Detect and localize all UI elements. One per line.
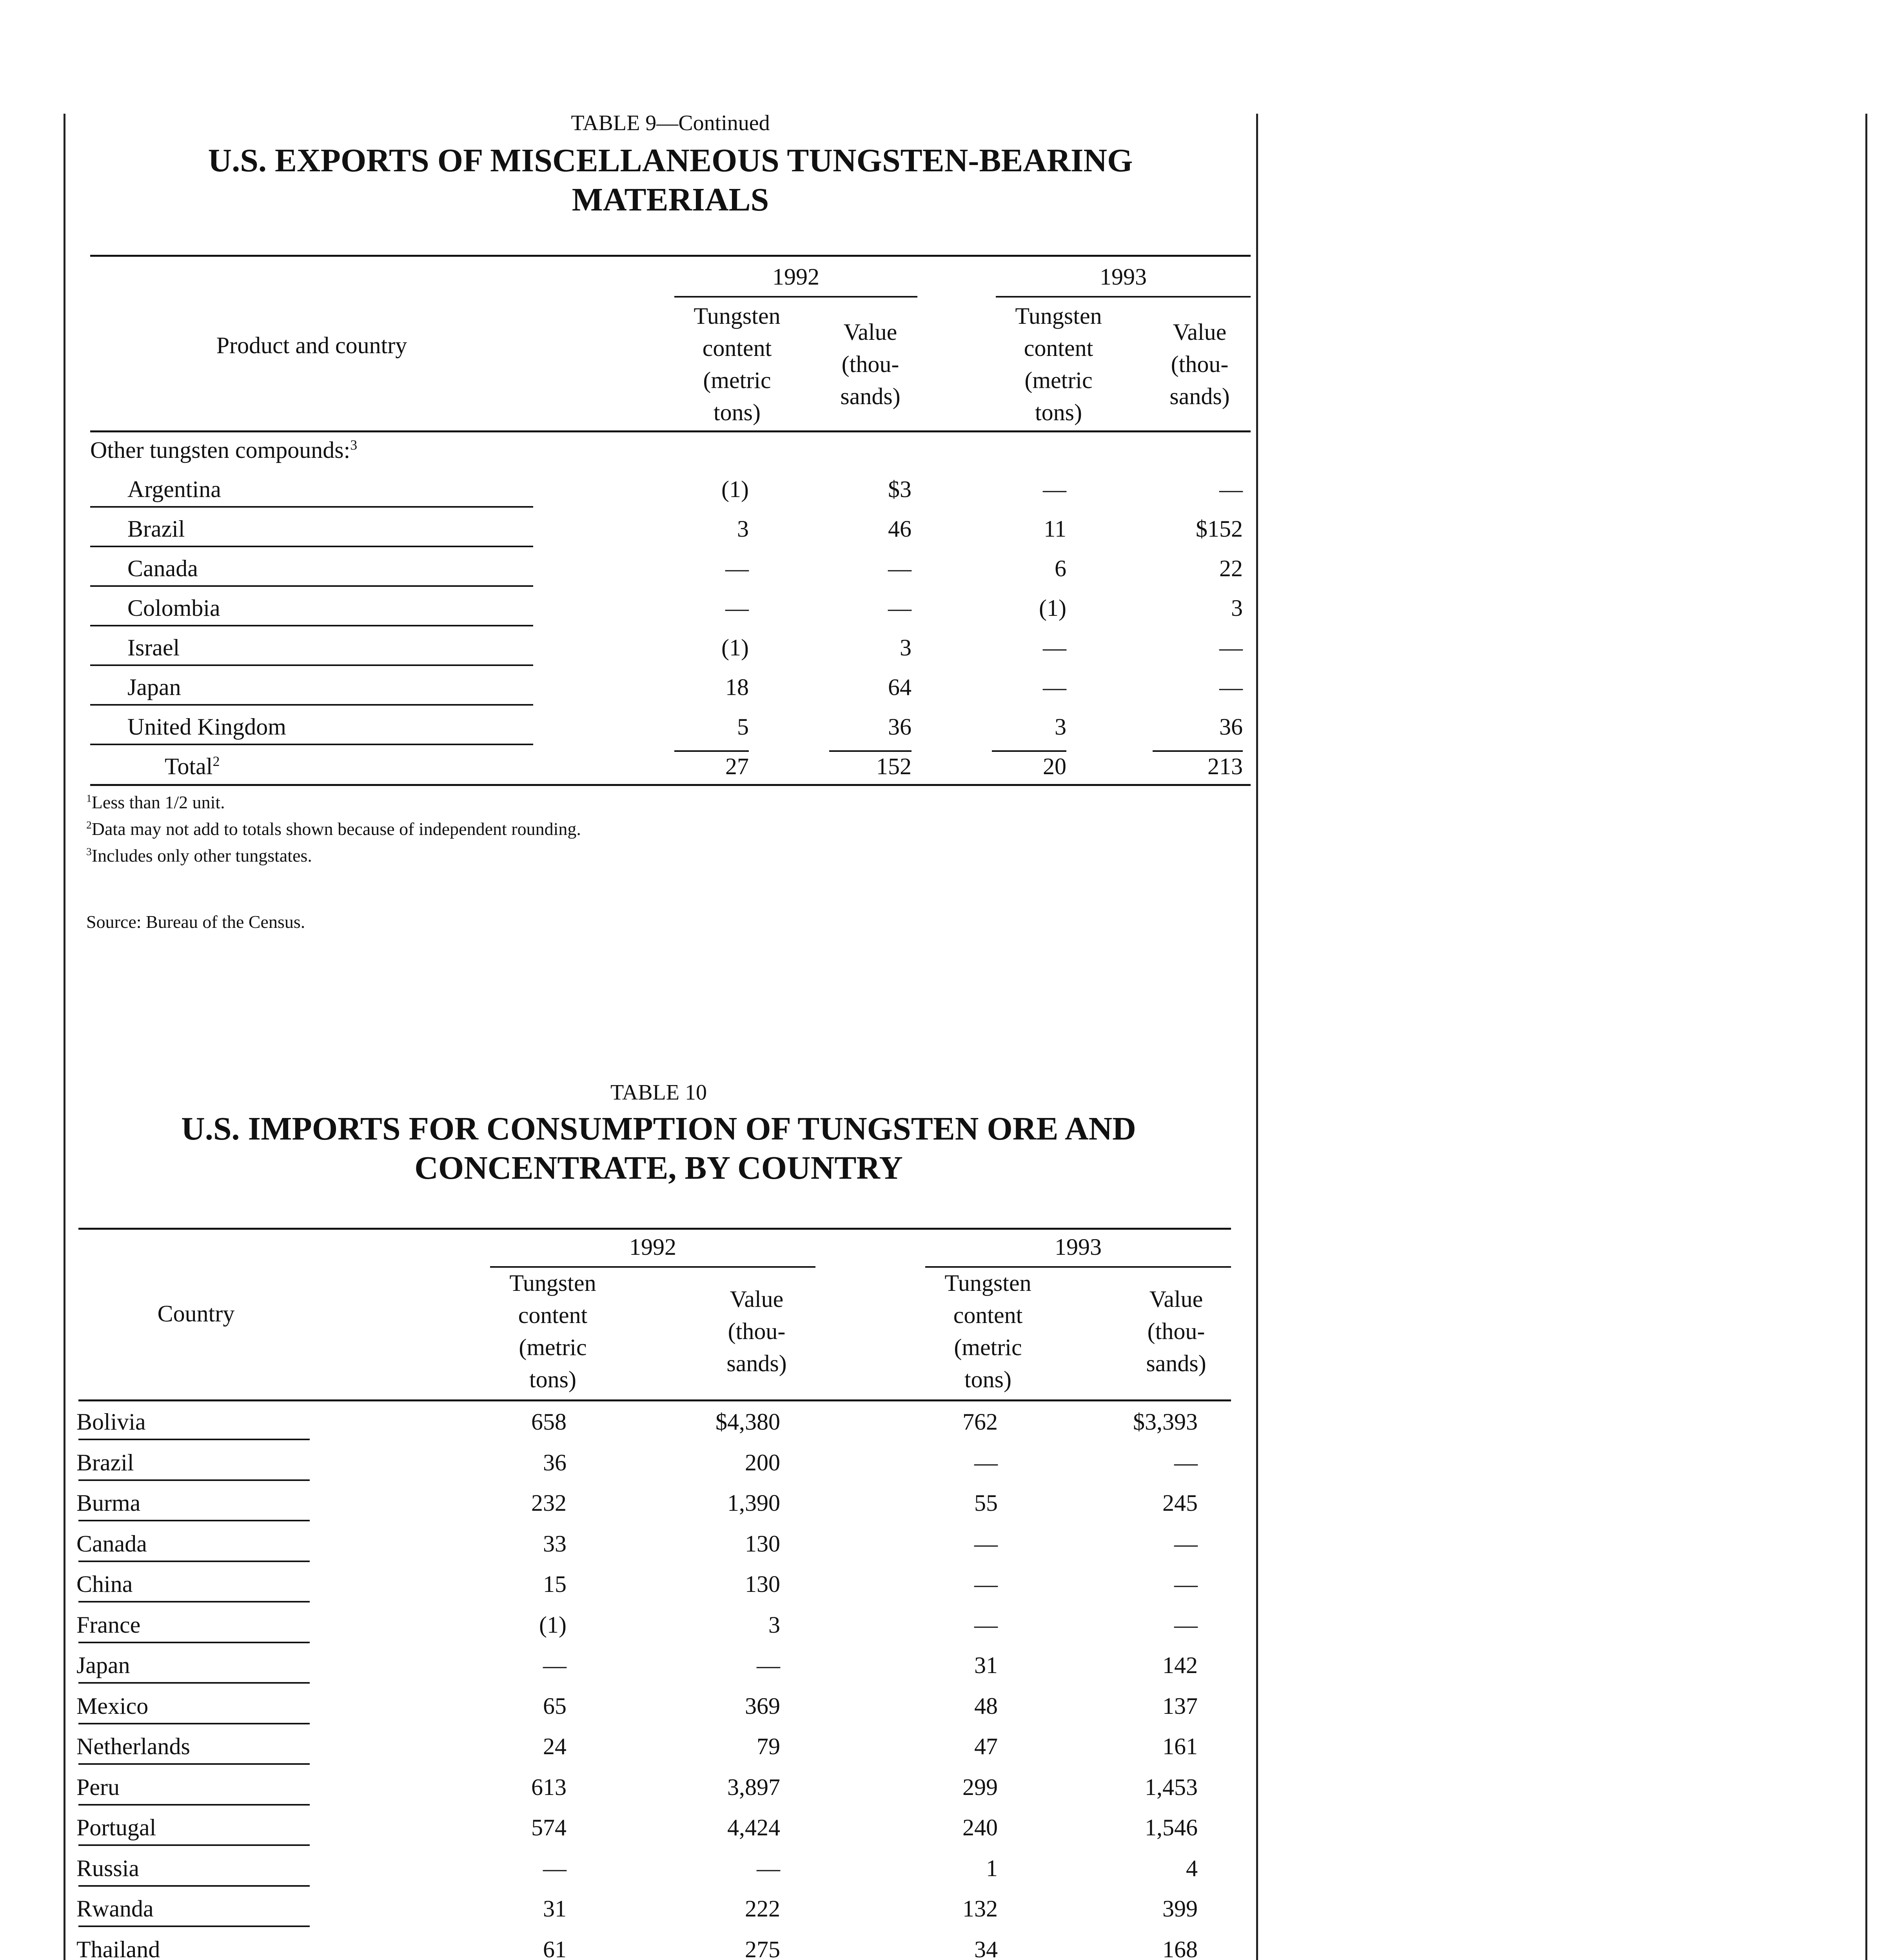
header-line: (thou- [728, 1318, 786, 1344]
table-10-title-line-2: CONCENTRATE, BY COUNTRY [414, 1150, 903, 1186]
header-line: (metric [519, 1334, 587, 1360]
row-rule [78, 1682, 310, 1684]
header-line: content [518, 1302, 588, 1328]
country-cell: Israel [127, 635, 180, 661]
row-rule [78, 1479, 310, 1481]
tungsten-1992-cell: 3 [737, 516, 749, 542]
footnote [86, 792, 225, 813]
value-1993-cell: — [1174, 1571, 1198, 1597]
header-line: sands) [840, 383, 901, 409]
value-1992-cell: 130 [745, 1571, 780, 1597]
tungsten-1992-cell: 613 [531, 1774, 567, 1800]
header-line: Tungsten [944, 1270, 1031, 1296]
footnote-number: 2 [86, 818, 92, 831]
tungsten-1993-cell: 3 [1055, 714, 1066, 740]
header-line: content [953, 1302, 1023, 1328]
table-9-year-1993: 1993 [1100, 264, 1147, 290]
table-10-year-1992: 1992 [629, 1234, 676, 1260]
header-line: Value [843, 319, 897, 345]
total-label-text: Total [165, 753, 213, 779]
total-value-1992-cell: 152 [876, 753, 912, 779]
table-9-stub-header: Product and country [216, 332, 407, 358]
country-cell: United Kingdom [127, 714, 286, 740]
value-1993-cell: 1,546 [1145, 1815, 1198, 1840]
footnote-text: Less than 1/2 unit. [91, 792, 225, 812]
value-1993-cell: — [1219, 476, 1243, 502]
header-line: tons) [964, 1367, 1011, 1392]
table-9-title-line-1: U.S. EXPORTS OF MISCELLANEOUS TUNGSTEN-BEARING [208, 142, 1133, 179]
row-rule [78, 1763, 310, 1765]
row-rule [78, 1439, 310, 1440]
table-10-top-rule [78, 1228, 1231, 1230]
country-cell: Brazil [76, 1449, 134, 1475]
row-rule [90, 625, 533, 626]
tungsten-1992-cell: 33 [543, 1530, 567, 1557]
value-1992-cell: 275 [745, 1936, 780, 1960]
tungsten-1993-cell: 34 [974, 1936, 998, 1960]
header-line: (thou- [841, 351, 899, 377]
value-1993-cell: — [1174, 1449, 1198, 1475]
value-1992-cell: $3 [888, 476, 912, 502]
value-1993-cell: 142 [1162, 1652, 1198, 1678]
footnote-number: 3 [86, 845, 92, 858]
value-1992-cell: — [888, 555, 912, 581]
tungsten-1992-cell: (1) [539, 1612, 567, 1638]
value-1993-cell: 22 [1219, 555, 1243, 581]
header-line: Value [1173, 319, 1227, 345]
table-10-title-line-1: U.S. IMPORTS FOR CONSUMPTION OF TUNGSTEN ORE AND [181, 1111, 1136, 1147]
total-cell-rule [674, 750, 749, 752]
total-cell-rule [992, 750, 1066, 752]
tungsten-1992-cell: 24 [543, 1733, 567, 1759]
total-value-1993-cell: 213 [1208, 753, 1243, 779]
country-cell: Russia [76, 1855, 140, 1881]
total-cell-rule [829, 750, 912, 752]
section-label-text: Other tungsten compounds: [90, 437, 350, 463]
tungsten-1993-cell: 31 [974, 1652, 998, 1678]
header-line: (thou- [1171, 351, 1229, 377]
country-cell: Rwanda [76, 1896, 154, 1922]
header-line: (metric [954, 1334, 1022, 1360]
header-line: tons) [714, 399, 761, 425]
value-1992-cell: 79 [757, 1733, 780, 1759]
tungsten-1992-cell: 65 [543, 1693, 567, 1719]
total-tungsten-1992-cell: 27 [725, 753, 749, 779]
country-cell: France [76, 1612, 141, 1638]
row-rule [90, 744, 533, 745]
value-1993-cell: 3 [1231, 595, 1243, 621]
row-rule [90, 506, 533, 508]
value-1993-cell: 36 [1219, 714, 1243, 740]
tungsten-1992-cell: 15 [543, 1571, 567, 1597]
right-border-line [1865, 114, 1867, 1960]
footnote-text: Includes only other tungstates. [91, 846, 312, 866]
header-line: tons) [1035, 399, 1082, 425]
value-1992-cell: 4,424 [727, 1815, 780, 1840]
country-cell: Brazil [127, 516, 185, 542]
country-cell: Netherlands [76, 1733, 190, 1759]
tungsten-1993-cell: 6 [1055, 555, 1066, 581]
value-1992-cell: 3 [900, 635, 912, 661]
row-rule [78, 1844, 310, 1846]
tungsten-1993-cell: — [974, 1612, 998, 1638]
value-1993-cell: 4 [1186, 1855, 1198, 1881]
header-line: tons) [529, 1367, 576, 1392]
table-9-header-rule [90, 430, 1251, 432]
tungsten-1993-cell: — [1043, 476, 1066, 502]
tungsten-1992-cell: 658 [531, 1409, 567, 1435]
left-border-line [64, 114, 65, 1960]
header-line: sands) [1169, 383, 1230, 409]
country-cell: Mexico [76, 1693, 149, 1719]
table-9-top-rule [90, 255, 1251, 257]
row-rule [78, 1723, 310, 1724]
row-rule [78, 1520, 310, 1521]
value-1992-cell: 1,390 [727, 1490, 780, 1516]
tungsten-1993-cell: 11 [1044, 516, 1066, 542]
table-bottom-rule [90, 784, 1251, 786]
value-1993-cell: 137 [1162, 1693, 1198, 1719]
table-9-caption: TABLE 9—Continued [571, 111, 770, 135]
total-cell-rule [1153, 750, 1243, 752]
value-1992-cell: — [888, 595, 912, 621]
value-1993-cell: 1,453 [1145, 1774, 1198, 1800]
tungsten-1992-cell: — [543, 1652, 567, 1678]
footnote [86, 845, 312, 866]
tungsten-1992-cell: — [543, 1855, 567, 1881]
table-9-title-line-2: MATERIALS [572, 181, 769, 218]
value-1993-cell: 161 [1162, 1733, 1198, 1759]
center-column-line [1256, 114, 1258, 1960]
footnote-ref: 3 [350, 437, 358, 453]
header-line: sands) [726, 1350, 787, 1376]
value-1992-cell: 36 [888, 714, 912, 740]
country-cell: Canada [127, 555, 198, 581]
value-1992-cell: 3,897 [727, 1774, 780, 1800]
value-1992-cell: 130 [745, 1530, 780, 1557]
header-line: (thou- [1147, 1318, 1205, 1344]
tungsten-1992-cell: (1) [721, 476, 749, 502]
value-1992-cell: — [757, 1855, 780, 1881]
value-1992-cell: 64 [888, 674, 912, 700]
table-10-caption: TABLE 10 [610, 1080, 707, 1105]
tungsten-1992-cell: 18 [725, 674, 749, 700]
tungsten-1993-cell: — [1043, 674, 1066, 700]
header-line: (metric [703, 367, 771, 393]
value-1993-cell: — [1219, 635, 1243, 661]
row-rule [78, 1926, 310, 1927]
table-10-header-rule [78, 1399, 1231, 1401]
tungsten-1993-cell: 132 [962, 1896, 998, 1922]
table-10-stub-header: Country [157, 1301, 235, 1327]
country-cell: China [76, 1571, 133, 1597]
header-line: Tungsten [1015, 303, 1102, 329]
tungsten-1993-cell: — [974, 1449, 998, 1475]
tungsten-1992-cell: 574 [531, 1815, 567, 1840]
table-9-year-1993-rule [996, 296, 1251, 298]
header-line: Tungsten [509, 1270, 596, 1296]
table-9-source: Source: Bureau of the Census. [86, 912, 305, 932]
header-line: sands) [1146, 1350, 1206, 1376]
tungsten-1992-cell: 31 [543, 1896, 567, 1922]
tungsten-1992-cell: — [725, 555, 749, 581]
value-1992-cell: 222 [745, 1896, 780, 1922]
country-cell: Japan [76, 1652, 130, 1678]
value-1993-cell: 245 [1162, 1490, 1198, 1516]
country-cell: Portugal [76, 1815, 156, 1840]
country-cell: Argentina [127, 476, 221, 502]
tungsten-1993-cell: 299 [962, 1774, 998, 1800]
row-rule [90, 585, 533, 587]
header-line: Value [730, 1286, 784, 1312]
value-1993-cell: $3,393 [1133, 1409, 1198, 1435]
footnote-number: 1 [86, 792, 92, 804]
country-cell: Japan [127, 674, 181, 700]
header-line: content [1024, 335, 1093, 361]
country-cell: Burma [76, 1490, 141, 1516]
tungsten-1993-cell: 48 [974, 1693, 998, 1719]
tungsten-1993-cell: 1 [986, 1855, 998, 1881]
header-line: Value [1149, 1286, 1203, 1312]
tungsten-1992-cell: — [725, 595, 749, 621]
total-label [165, 753, 220, 780]
footnote-ref: 2 [212, 753, 220, 769]
row-rule [90, 704, 533, 706]
value-1992-cell: 200 [745, 1449, 780, 1475]
value-1993-cell: $152 [1196, 516, 1243, 542]
tungsten-1993-cell: 55 [974, 1490, 998, 1516]
value-1993-cell: — [1219, 674, 1243, 700]
country-cell: Thailand [76, 1936, 160, 1960]
value-1993-cell: 399 [1162, 1896, 1198, 1922]
row-rule [78, 1885, 310, 1887]
tungsten-1992-cell: (1) [721, 635, 749, 661]
row-rule [78, 1804, 310, 1806]
tungsten-1993-cell: — [1043, 635, 1066, 661]
table-9-year-1992: 1992 [772, 264, 819, 290]
value-1992-cell: 46 [888, 516, 912, 542]
tungsten-1993-cell: — [974, 1571, 998, 1597]
country-cell: Canada [76, 1530, 147, 1557]
tungsten-1993-cell: 47 [974, 1733, 998, 1759]
value-1993-cell: 168 [1162, 1936, 1198, 1960]
table-9-year-1992-rule [674, 296, 917, 298]
country-cell: Peru [76, 1774, 120, 1800]
row-rule [78, 1601, 310, 1602]
tungsten-1992-cell: 5 [737, 714, 749, 740]
tungsten-1992-cell: 232 [531, 1490, 567, 1516]
value-1992-cell: 369 [745, 1693, 780, 1719]
footnote [86, 818, 581, 839]
tungsten-1993-cell: 762 [962, 1409, 998, 1435]
tungsten-1992-cell: 61 [543, 1936, 567, 1960]
value-1993-cell: — [1174, 1612, 1198, 1638]
tungsten-1993-cell: 240 [962, 1815, 998, 1840]
row-rule [90, 664, 533, 666]
value-1992-cell: 3 [768, 1612, 780, 1638]
header-line: Tungsten [694, 303, 781, 329]
header-line: (metric [1024, 367, 1093, 393]
row-rule [78, 1561, 310, 1562]
country-cell: Bolivia [76, 1409, 146, 1435]
tungsten-1993-cell: (1) [1039, 595, 1066, 621]
row-rule [78, 1642, 310, 1643]
header-line: content [702, 335, 772, 361]
country-cell: Colombia [127, 595, 220, 621]
total-tungsten-1993-cell: 20 [1043, 753, 1066, 779]
value-1992-cell: $4,380 [715, 1409, 780, 1435]
tungsten-1993-cell: — [974, 1530, 998, 1557]
value-1992-cell: — [757, 1652, 780, 1678]
footnote-text: Data may not add to totals shown because of independent rounding. [91, 819, 581, 839]
table-9-section-label [90, 436, 357, 464]
value-1993-cell: — [1174, 1530, 1198, 1557]
row-rule [90, 546, 533, 547]
tungsten-1992-cell: 36 [543, 1449, 567, 1475]
table-10-year-1993: 1993 [1055, 1234, 1102, 1260]
